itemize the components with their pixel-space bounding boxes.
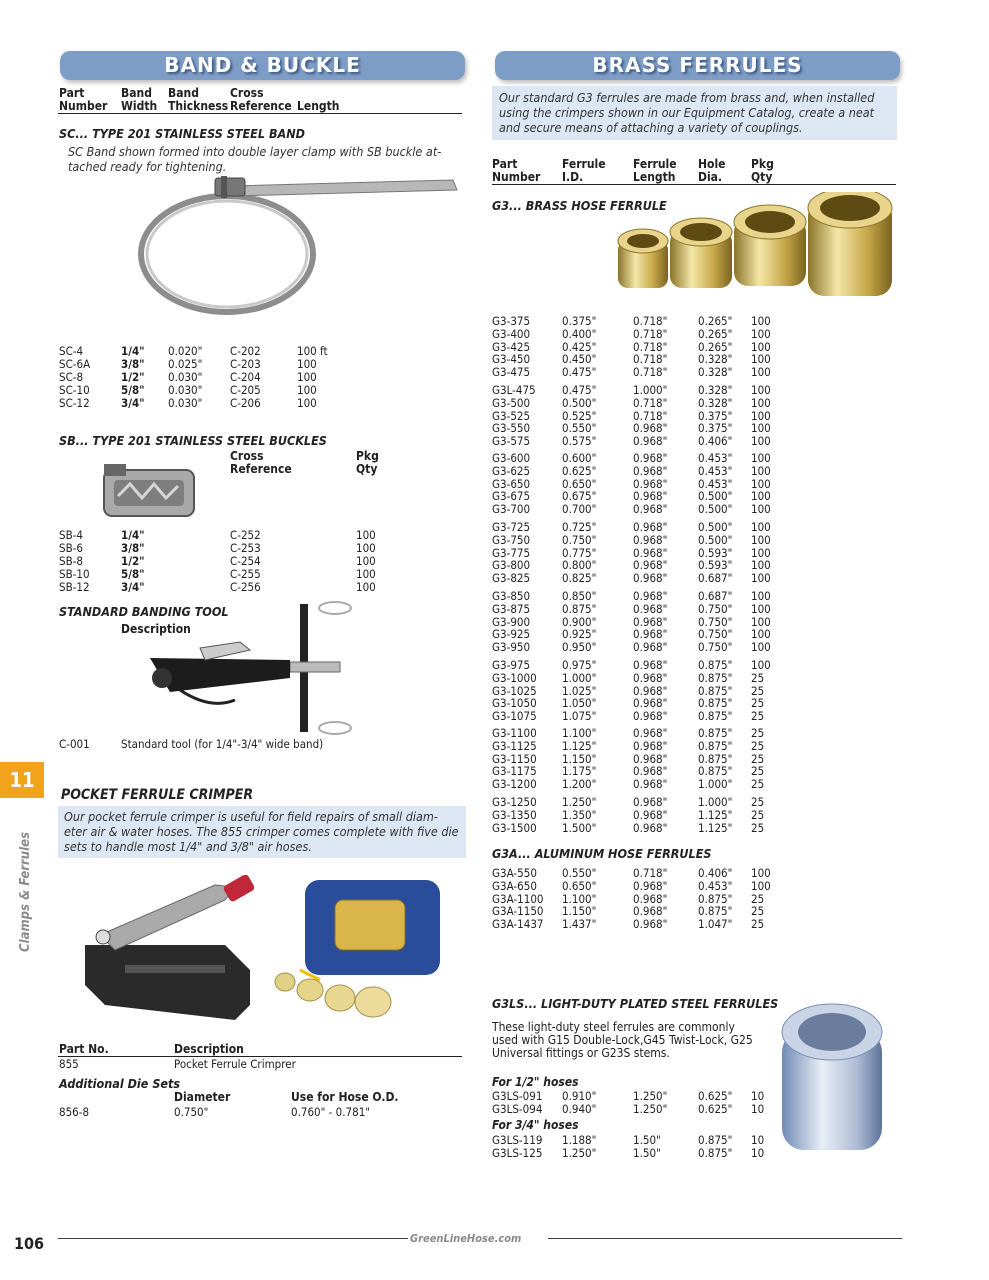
tool-header-description: Description bbox=[121, 622, 191, 636]
crimper-header-part-no: Part No. bbox=[59, 1042, 109, 1056]
g3ls-description: These light-duty steel ferrules are commonly used with G15 Double-Lock,G45 Twist-Lock, G25 Universal fittings or G23S stems. bbox=[492, 1020, 753, 1060]
header-part-number: Part Number bbox=[492, 157, 541, 184]
sb-section-title: SB... TYPE 201 STAINLESS STEEL BUCKLES bbox=[59, 433, 327, 448]
ferrule-die-image bbox=[265, 880, 445, 1025]
footer-website: GreenLineHose.com bbox=[410, 1232, 522, 1245]
header-ferrule-id: Ferrule I.D. bbox=[562, 157, 606, 184]
die-sets-title: Additional Die Sets bbox=[59, 1076, 181, 1091]
crimper-tool-image bbox=[75, 875, 275, 1025]
band-buckle-banner: BAND & BUCKLE bbox=[60, 51, 465, 80]
brass-ferrules-image bbox=[610, 192, 900, 310]
sc-section-title: SC... TYPE 201 STAINLESS STEEL BAND bbox=[59, 126, 305, 141]
sb-header-cross-reference: Cross Reference bbox=[230, 449, 292, 476]
half-inch-hoses-title: For 1/2" hoses bbox=[492, 1075, 579, 1089]
g3-section-title: G3... BRASS HOSE FERRULE bbox=[492, 198, 667, 213]
steel-ferrule-image bbox=[772, 1000, 892, 1165]
header-length: Length bbox=[297, 99, 340, 113]
ferrule-intro: Our standard G3 ferrules are made from brass and, when installed using the crimpers shown in our Equipment Catalog, create a neat and secure means of attaching a variety of couplings. bbox=[499, 90, 875, 135]
header-cross-reference: Cross Reference bbox=[230, 86, 292, 113]
chapter-label: Clamps & Ferrules bbox=[18, 831, 33, 952]
die-header-use: Use for Hose O.D. bbox=[291, 1090, 399, 1104]
tool-section-title: STANDARD BANDING TOOL bbox=[59, 604, 229, 619]
three-quarter-hoses-title: For 3/4" hoses bbox=[492, 1118, 579, 1132]
banding-tool-image bbox=[140, 600, 360, 735]
sb-header-pkg-qty: Pkg Qty bbox=[356, 449, 379, 476]
footer-rule-left bbox=[58, 1238, 408, 1239]
header-hole-dia: Hole Dia. bbox=[698, 157, 726, 184]
crimper-description: Our pocket ferrule crimper is useful for field repairs of small diam-eter air & water hoses. The 855 crimper comes complete with five die sets to handle most 1/4" and 3/8" air hoses. bbox=[64, 809, 459, 854]
crimper-section-title: POCKET FERRULE CRIMPER bbox=[61, 787, 254, 803]
die-header-diameter: Diameter bbox=[174, 1090, 231, 1104]
header-ferrule-length: Ferrule Length bbox=[633, 157, 677, 184]
chapter-tab: 11 bbox=[0, 762, 44, 798]
header-pkg-qty: Pkg Qty bbox=[751, 157, 774, 184]
divider bbox=[58, 113, 462, 114]
sc-description: SC Band shown formed into double layer clamp with SB buckle at-tached ready for tightening. bbox=[68, 144, 442, 174]
page-number: 106 bbox=[14, 1234, 45, 1253]
brass-ferrules-banner: BRASS FERRULES bbox=[495, 51, 900, 80]
buckle-image bbox=[100, 462, 200, 522]
g3a-section-title: G3A... ALUMINUM HOSE FERRULES bbox=[492, 846, 712, 861]
band-clamp-image bbox=[135, 172, 460, 322]
divider bbox=[492, 184, 896, 185]
g3ls-section-title: G3LS... LIGHT-DUTY PLATED STEEL FERRULES bbox=[492, 996, 779, 1011]
header-part-number: Part Number bbox=[59, 86, 108, 113]
header-band-width: Band Width bbox=[121, 86, 158, 113]
header-band-thickness: Band Thickness bbox=[168, 86, 229, 113]
footer-rule-right bbox=[548, 1238, 902, 1239]
crimper-header-description: Description bbox=[174, 1042, 244, 1056]
